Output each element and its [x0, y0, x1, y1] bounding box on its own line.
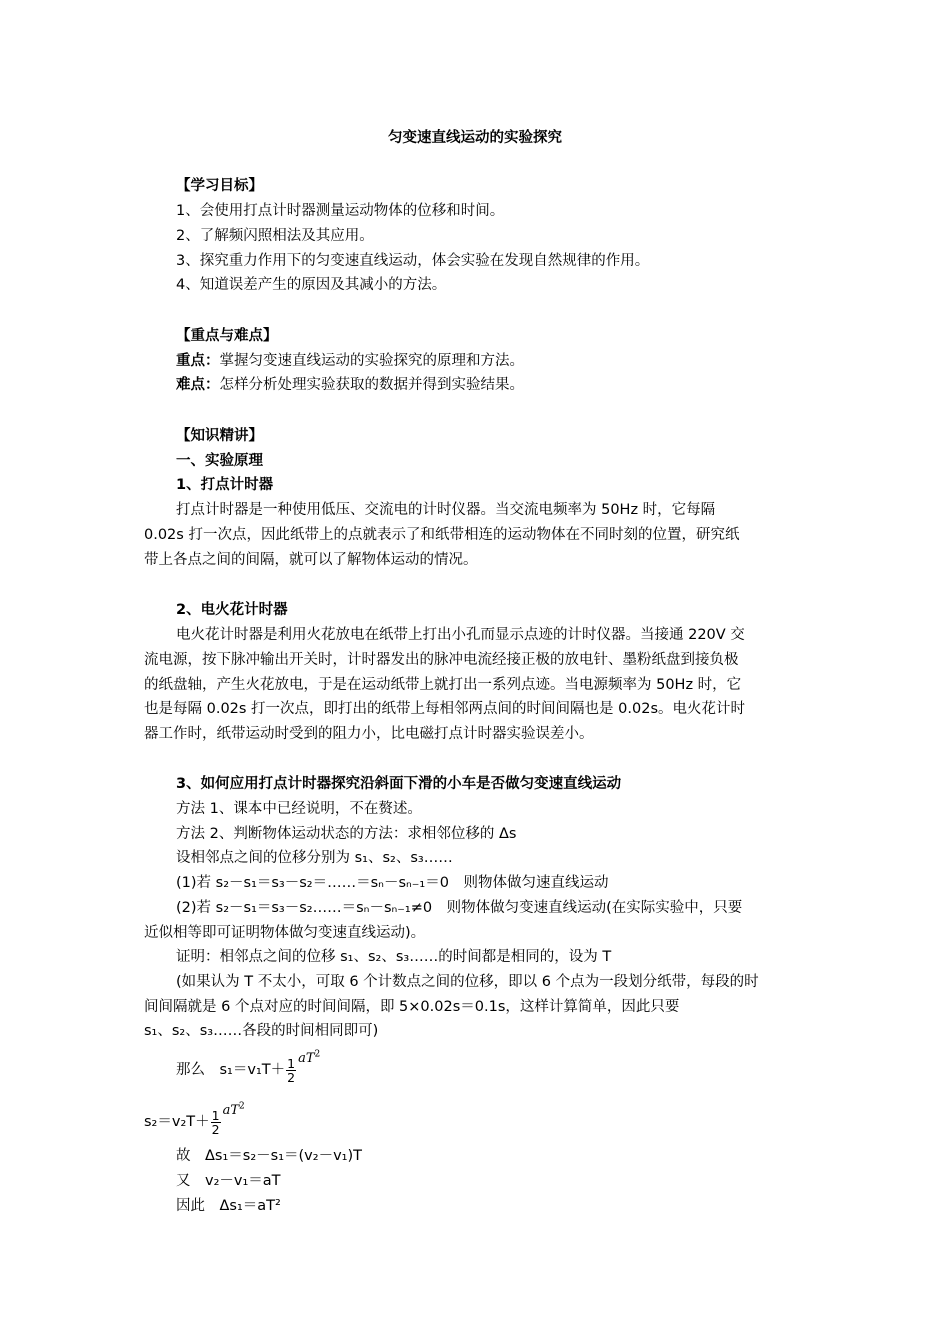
section-heading: 一、实验原理 — [176, 453, 263, 469]
aT-term — [298, 1051, 320, 1066]
goal-item: 3、探究重力作用下的匀变速直线运动，体会实验在发现自然规律的作用。 — [176, 253, 650, 269]
text-line: 设相邻点之间的位移分别为 s₁、s₂、s₃…… — [176, 850, 453, 866]
subsection-heading: 1、打点计时器 — [176, 477, 274, 493]
key-label: 重点： — [176, 353, 220, 369]
equation-line: 因此 Δs₁＝aT² — [176, 1198, 281, 1214]
paragraph-line: 器工作时，纸带运动时受到的阻力小，比电磁打点计时器实验误差小。 — [144, 726, 594, 742]
paragraph-line: 也是每隔 0.02s 打一次点，即打出的纸带上每相邻两点间的时间间隔也是 0.02s。电火花计时 — [144, 701, 746, 717]
page-title: 匀变速直线运动的实验探究 — [388, 130, 562, 146]
fraction-denominator: 2 — [287, 1069, 296, 1085]
equation-s2 — [144, 1098, 245, 1136]
method-line: 方法 1、课本中已经说明，不在赘述。 — [176, 801, 422, 817]
fraction-one-half — [286, 1057, 296, 1084]
paragraph-line: 带上各点之间的间隔，就可以了解物体运动的情况。 — [144, 552, 478, 568]
keypoints-heading: 【重点与难点】 — [176, 328, 278, 344]
aT-exponent: 2 — [239, 1101, 245, 1112]
paragraph-line: 流电源，按下脉冲输出开关时，计时器发出的脉冲电流经接正极的放电针、墨粉纸盘到接负极 — [144, 652, 739, 668]
difficulty-text: 怎样分析处理实验获取的数据并得到实验结果。 — [219, 377, 524, 393]
paragraph-line: 的纸盘轴，产生火花放电，于是在运动纸带上就打出一系列点迹。当电源频率为 50Hz 时，它 — [144, 677, 742, 693]
equation-text: s₂＝v₂T＋ — [144, 1114, 210, 1130]
note-line: s₁、s₂、s₃……各段的时间相同即可) — [144, 1023, 379, 1039]
subsection-heading: 3、如何应用打点计时器探究沿斜面下滑的小车是否做匀变速直线运动 — [176, 776, 622, 792]
key-text: 掌握匀变速直线运动的实验探究的原理和方法。 — [219, 353, 524, 369]
difficulty-line — [176, 375, 524, 395]
fraction-numerator: 1 — [287, 1055, 296, 1071]
equation-s1 — [176, 1046, 320, 1084]
note-line: 间间隔就是 6 个点对应的时间间隔，即 5×0.02s＝0.1s，这样计算简单，因此只要 — [144, 999, 680, 1015]
paragraph-line: 0.02s 打一次点，因此纸带上的点就表示了和纸带相连的运动物体在不同时刻的位置，研究纸 — [144, 527, 740, 543]
condition-line: 近似相等即可证明物体做匀变速直线运动)。 — [144, 925, 426, 941]
proof-line: 证明：相邻点之间的位移 s₁、s₂、s₃……的时间都是相同的，设为 T — [176, 949, 612, 965]
method-line: 方法 2、判断物体运动状态的方法：求相邻位移的 Δs — [176, 826, 517, 842]
paragraph-line: 电火花计时器是利用火花放电在纸带上打出小孔而显示点迹的计时仪器。当接通 220V 交 — [176, 627, 745, 643]
condition-line: (2)若 s₂－s₁＝s₃－s₂……＝sₙ－sₙ₋₁≠0 则物体做匀变速直线运动(在实际实验中，只要 — [176, 900, 743, 916]
paragraph-line: 打点计时器是一种使用低压、交流电的计时仪器。当交流电频率为 50Hz 时，它每隔 — [176, 502, 716, 518]
key-point-line — [176, 351, 524, 371]
goal-item: 4、知道误差产生的原因及其减小的方法。 — [176, 277, 447, 293]
aT-term — [223, 1103, 245, 1118]
equation-line: 故 Δs₁＝s₂－s₁＝(v₂－v₁)T — [176, 1148, 362, 1164]
subsection-heading: 2、电火花计时器 — [176, 602, 288, 618]
knowledge-heading: 【知识精讲】 — [176, 428, 263, 444]
goal-item: 1、会使用打点计时器测量运动物体的位移和时间。 — [176, 203, 505, 219]
equation-line: 又 v₂－v₁＝aT — [176, 1173, 281, 1189]
equation-text: 那么 s₁＝v₁T＋ — [176, 1062, 286, 1078]
aT-exponent: 2 — [314, 1049, 321, 1060]
fraction-numerator: 1 — [211, 1107, 220, 1123]
goals-heading: 【学习目标】 — [176, 178, 263, 194]
condition-line: (1)若 s₂－s₁＝s₃－s₂＝……＝sₙ－sₙ₋₁＝0 则物体做匀速直线运动 — [176, 875, 609, 891]
aT-text: aT — [222, 1103, 239, 1118]
aT-text: aT — [298, 1051, 315, 1066]
fraction-one-half — [211, 1109, 221, 1136]
note-line: (如果认为 T 不太小，可取 6 个计数点之间的位移，即以 6 个点为一段划分纸带，每段的时 — [176, 974, 759, 990]
fraction-denominator: 2 — [211, 1121, 220, 1137]
goal-item: 2、了解频闪照相法及其应用。 — [176, 228, 374, 244]
difficulty-label: 难点： — [176, 377, 220, 393]
